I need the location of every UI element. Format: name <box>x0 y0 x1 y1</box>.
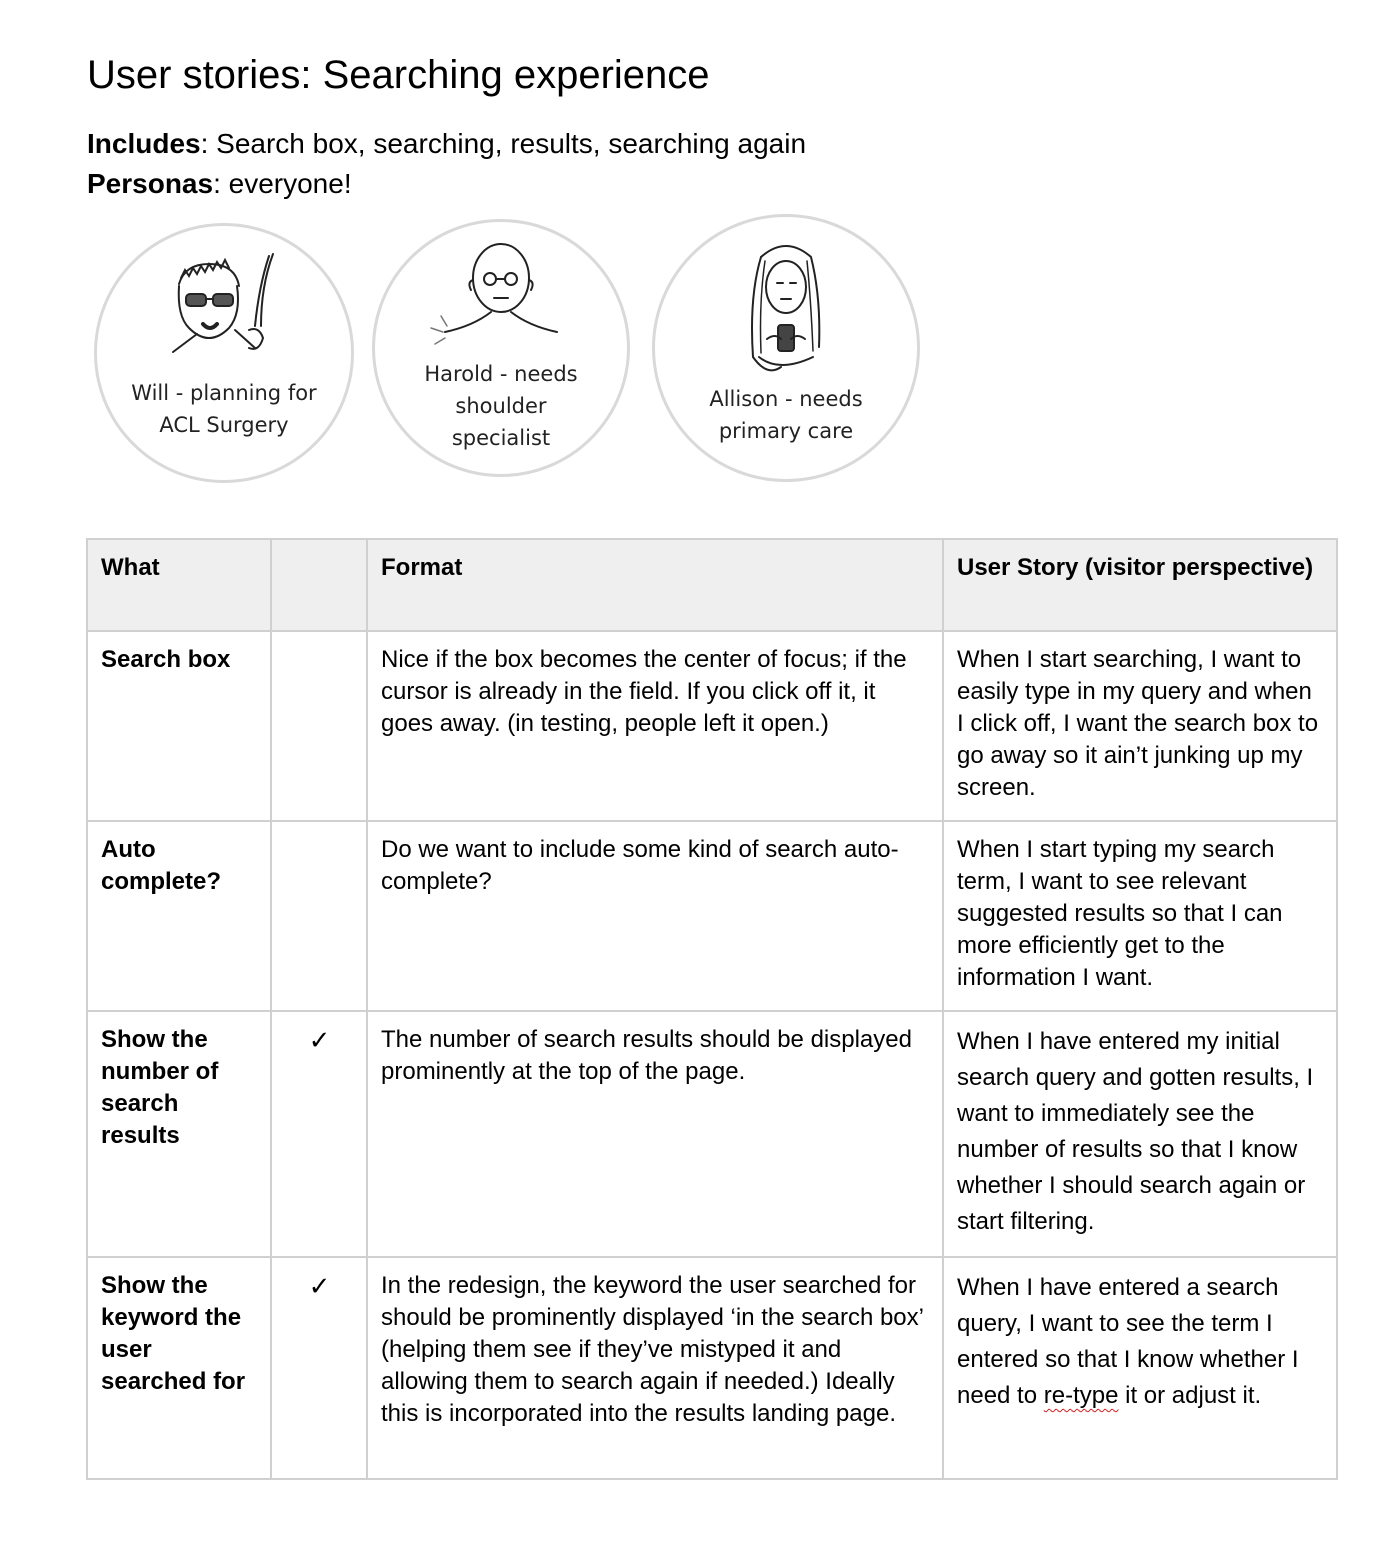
row-check-cell <box>271 631 367 821</box>
personas-label: Personas <box>87 168 214 199</box>
row-format-cell: In the redesign, the keyword the user searched for should be prominently displayed ‘in the search box’ (helping them see if they’ve mistyped it and allowing them to search again if needed.) Ideally this is incorporated into the results landing page. <box>367 1257 943 1479</box>
page-title: User stories: Searching experience <box>87 53 710 97</box>
doc-meta <box>87 124 806 204</box>
row-check-cell <box>271 821 367 1011</box>
personas-text: : everyone! <box>213 168 352 199</box>
persona-will-line1: Will - planning for <box>131 381 317 405</box>
row-story-cell: When I start searching, I want to easily type in my query and when I click off, I want the search box to go away so it ain’t junking up my screen. <box>943 631 1337 821</box>
row-what-cell: Auto complete? <box>87 821 271 1011</box>
persona-harold-line3: specialist <box>451 426 551 450</box>
table-row <box>87 1257 1337 1479</box>
table-header-row <box>87 539 1337 631</box>
persona-harold <box>372 219 630 477</box>
table-row <box>87 1011 1337 1257</box>
persona-harold-line1: Harold - needs <box>424 362 578 386</box>
will-sketch-icon <box>97 226 351 480</box>
spellcheck-flagged-word[interactable]: re-type <box>1043 1382 1119 1409</box>
includes-line <box>87 124 806 164</box>
row-format-cell: Nice if the box becomes the center of focus; if the cursor is already in the field. If you click off it, it goes away. (in testing, people left it open.) <box>367 631 943 821</box>
row-story-cell: When I have entered my initial search query and gotten results, I want to immediately see the number of results so that I know whether I should search again or start filtering. <box>943 1011 1337 1257</box>
header-what: What <box>87 539 271 631</box>
row-format-cell: Do we want to include some kind of search auto-complete? <box>367 821 943 1011</box>
header-check <box>271 539 367 631</box>
row-what-cell: Search box <box>87 631 271 821</box>
table-row <box>87 821 1337 1011</box>
user-stories-table <box>86 538 1338 1480</box>
row-what-cell: Show the keyword the user searched for <box>87 1257 271 1479</box>
personas-line <box>87 164 806 204</box>
includes-text: : Search box, searching, results, searching again <box>200 128 807 159</box>
persona-allison-line2: primary care <box>718 419 854 443</box>
persona-allison-line1: Allison - needs <box>709 387 863 411</box>
includes-label: Includes <box>87 128 201 159</box>
row-story-cell: When I start typing my search term, I want to see relevant suggested results so that I can more efficiently get to the information I want. <box>943 821 1337 1011</box>
row-check-cell: ✓ <box>271 1257 367 1479</box>
header-format: Format <box>367 539 943 631</box>
row-story-cell <box>943 1257 1337 1479</box>
row-what-cell: Show the number of search results <box>87 1011 271 1257</box>
persona-will <box>94 223 354 483</box>
row-format-cell: The number of search results should be displayed prominently at the top of the page. <box>367 1011 943 1257</box>
story-text-before: When I have entered a search query, I want to see the term I entered so that I know whether I need to <box>957 1274 1299 1409</box>
story-text-after: it or adjust it. <box>1118 1382 1262 1409</box>
table-row <box>87 631 1337 821</box>
row-check-cell: ✓ <box>271 1011 367 1257</box>
persona-allison <box>652 214 920 482</box>
persona-will-line2: ACL Surgery <box>159 413 289 437</box>
persona-harold-line2: shoulder <box>455 394 547 418</box>
header-story: User Story (visitor perspective) <box>943 539 1337 631</box>
